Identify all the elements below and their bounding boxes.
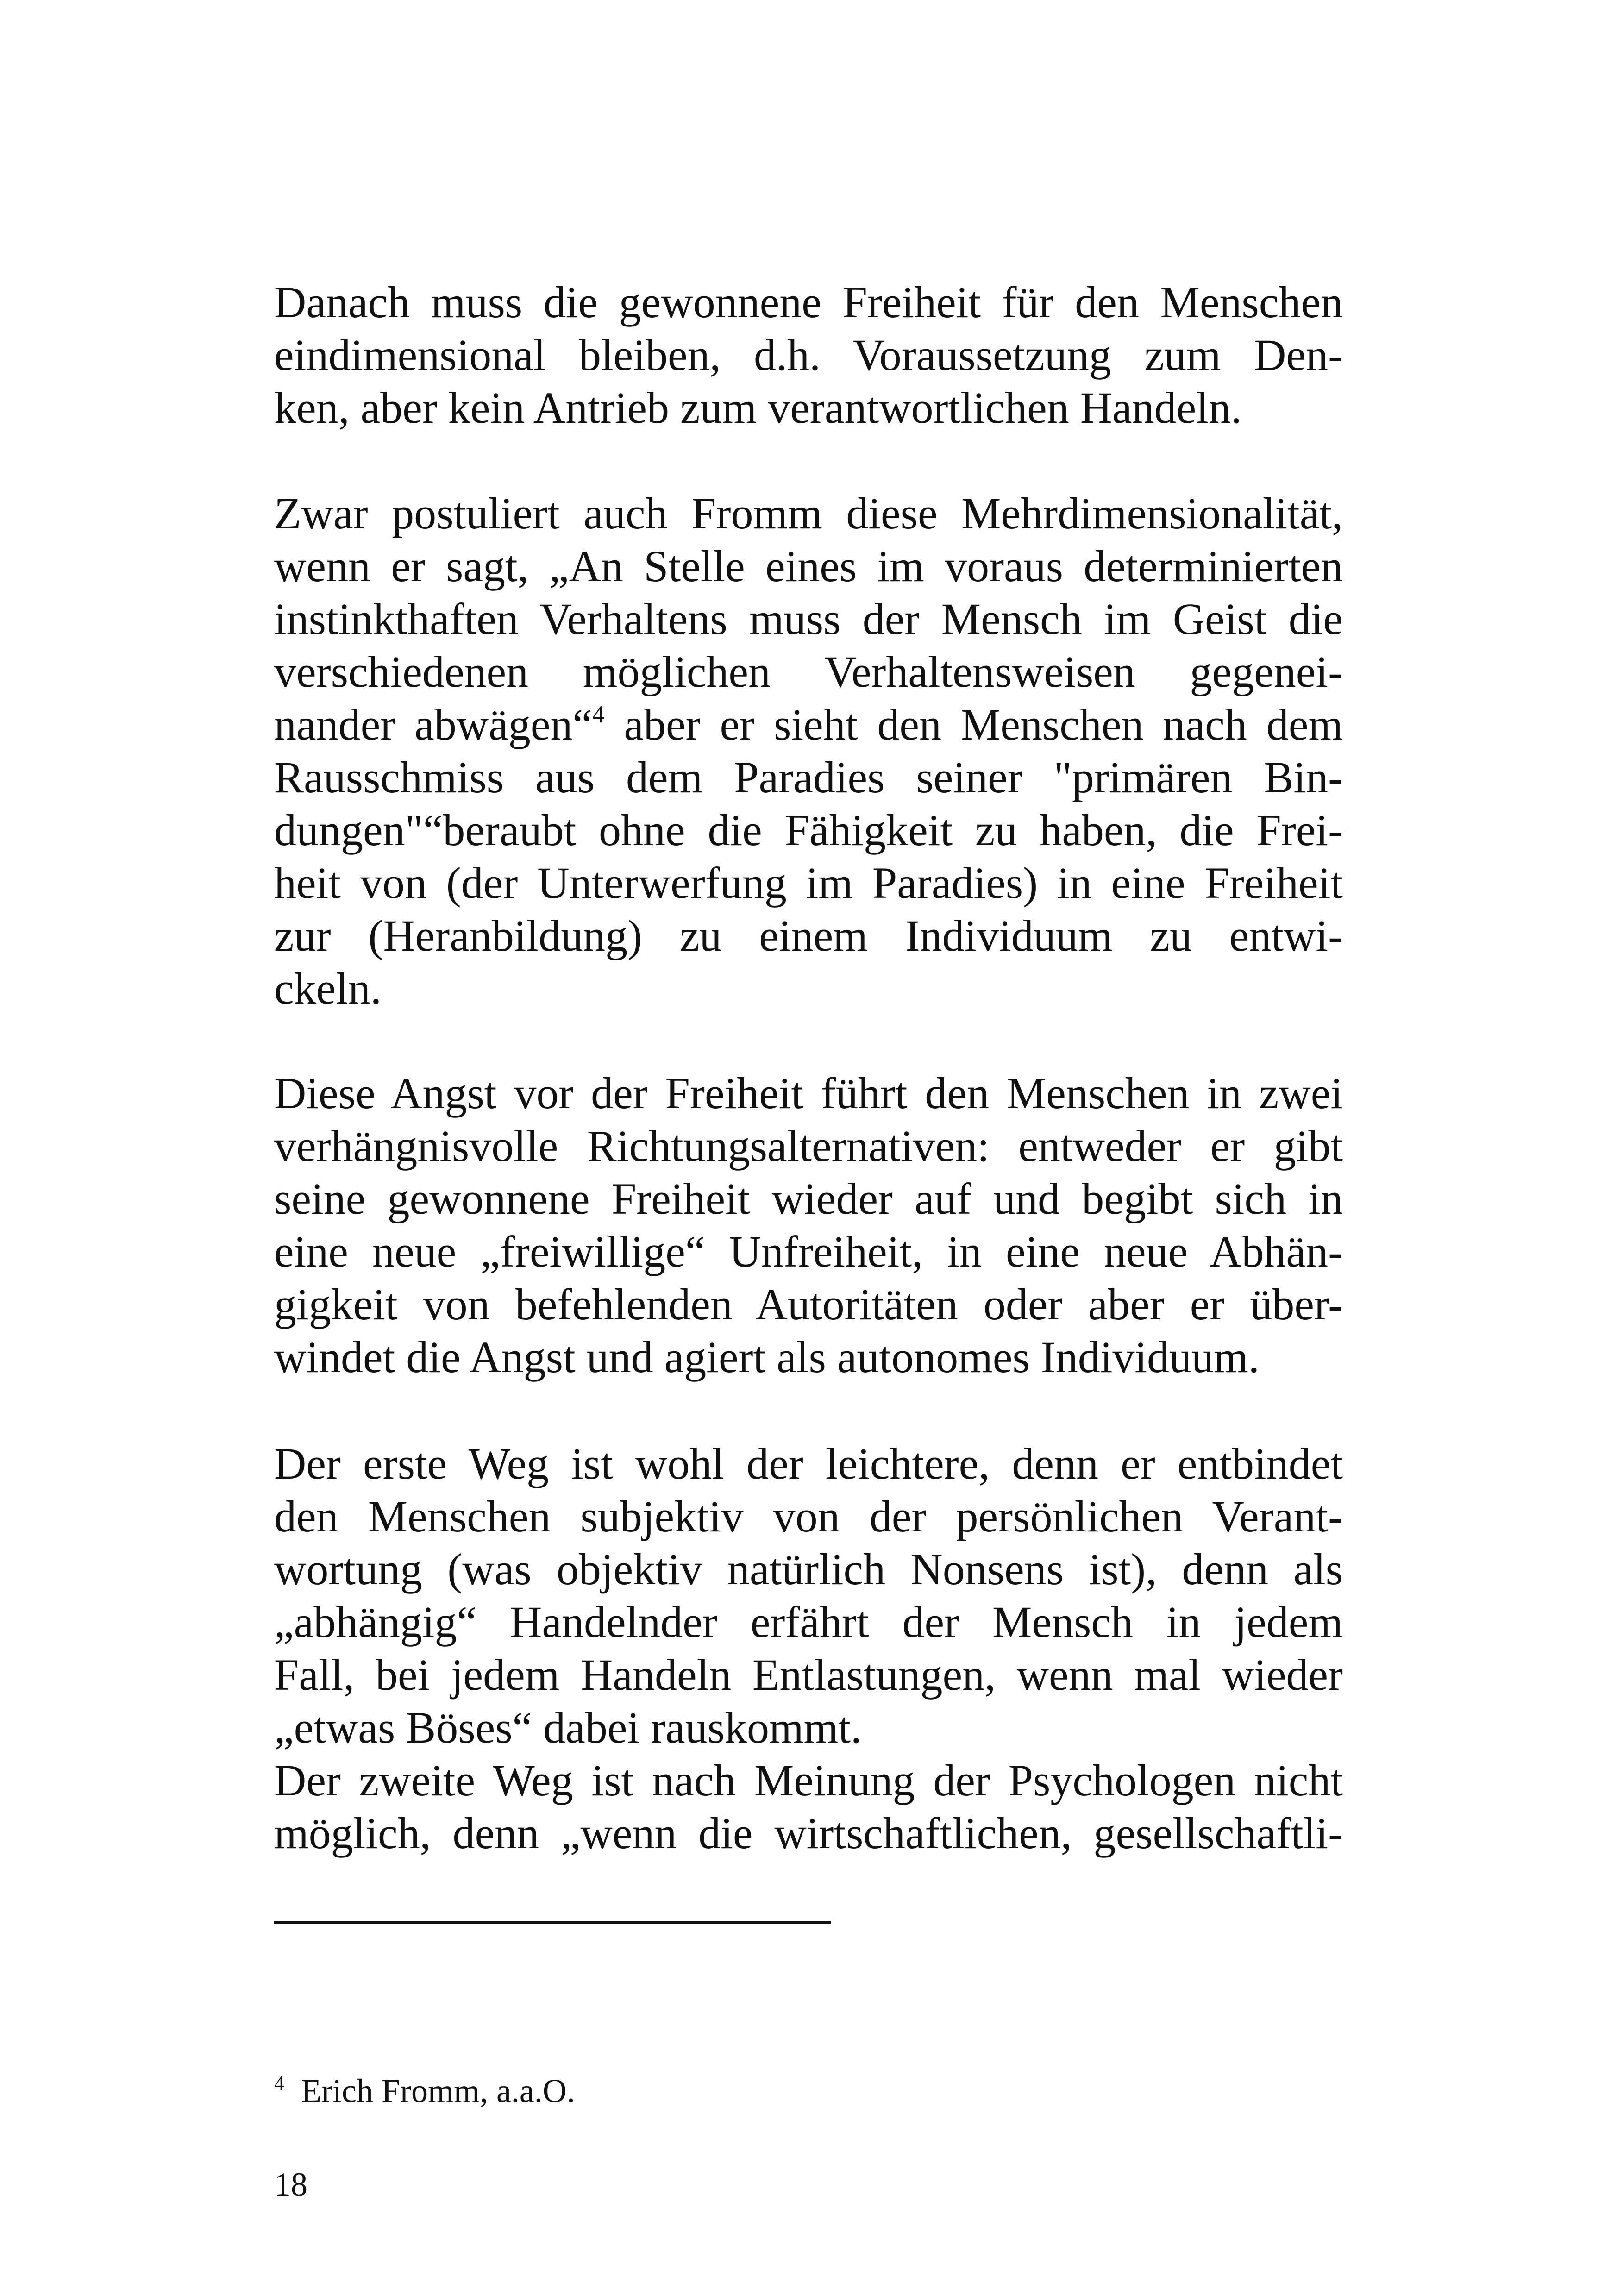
footnote-separator <box>274 1921 831 1924</box>
paragraph-line: Danach muss die gewonnene Freiheit für den Menschen <box>274 277 1343 327</box>
paragraph-2 <box>274 487 1343 1015</box>
paragraph-line: „etwas Böses“ dabei rauskommt. <box>274 1703 862 1752</box>
paragraph-line: Diese Angst vor der Freiheit führt den Menschen in zwei <box>274 1068 1343 1118</box>
paragraph-line: wortung (was objektiv natürlich Nonsens ist), denn als <box>274 1544 1343 1594</box>
paragraph-line: gigkeit von befehlenden Autoritäten oder aber er über- <box>274 1280 1343 1329</box>
paragraph-line: Rausschmiss aus dem Paradies seiner "primären Bin- <box>274 753 1343 802</box>
footnote <box>274 2070 575 2112</box>
paragraph-line: den Menschen subjektiv von der persönlichen Verant- <box>274 1492 1343 1541</box>
line-text: aber er sieht den Menschen nach dem <box>604 700 1343 749</box>
footnote-number: 4 <box>274 2071 284 2095</box>
line-text: nander abwägen“ <box>274 700 592 749</box>
paragraph-line: ken, aber kein Antrieb zum verantwortlichen Handeln. <box>274 383 1242 433</box>
paragraph-line: Zwar postuliert auch Fromm diese Mehrdimensionalität, <box>274 489 1343 538</box>
paragraph-line: wenn er sagt, „An Stelle eines im voraus determinierten <box>274 541 1343 591</box>
footnote-text: Erich Fromm, a.a.O. <box>301 2072 575 2109</box>
paragraph-line: seine gewonnene Freiheit wieder auf und begibt sich in <box>274 1174 1343 1223</box>
paragraph-line: „abhängig“ Handelnder erfährt der Mensch in jedem <box>274 1597 1343 1647</box>
paragraph-3 <box>274 1067 1343 1384</box>
paragraph-4 <box>274 1437 1343 1860</box>
paragraph-line: Fall, bei jedem Handeln Entlastungen, wenn mal wieder <box>274 1650 1343 1700</box>
paragraph-line-with-footnote-ref <box>274 698 1343 751</box>
paragraph-line: eine neue „freiwillige“ Unfreiheit, in eine neue Abhän- <box>274 1227 1343 1276</box>
paragraph-line: möglich, denn „wenn die wirtschaftlichen, gesellschaftli- <box>274 1808 1343 1858</box>
paragraph-line: ckeln. <box>274 964 382 1013</box>
paragraph-line: instinkthaften Verhaltens muss der Mensch im Geist die <box>274 594 1343 644</box>
paragraph-line: heit von (der Unterwerfung im Paradies) in eine Freiheit <box>274 858 1343 908</box>
paragraph-line: Der zweite Weg ist nach Meinung der Psychologen nicht <box>274 1756 1343 1805</box>
paragraph-line: verhängnisvolle Richtungsalternativen: entweder er gibt <box>274 1121 1343 1171</box>
paragraph-line: zur (Heranbildung) zu einem Individuum zu entwi- <box>274 911 1343 960</box>
page-number: 18 <box>274 2166 307 2203</box>
paragraph-line: dungen"“beraubt ohne die Fähigkeit zu haben, die Frei- <box>274 805 1343 855</box>
paragraph-line: Der erste Weg ist wohl der leichtere, denn er entbindet <box>274 1439 1343 1488</box>
footnote-reference[interactable]: 4 <box>592 701 605 728</box>
paragraph-1 <box>274 276 1343 434</box>
paragraph-line: verschiedenen möglichen Verhaltensweisen gegenei- <box>274 647 1343 696</box>
paragraph-line: windet die Angst und agiert als autonomes Individuum. <box>274 1332 1260 1382</box>
paragraph-line: eindimensional bleiben, d.h. Voraussetzung zum Den- <box>274 330 1343 380</box>
